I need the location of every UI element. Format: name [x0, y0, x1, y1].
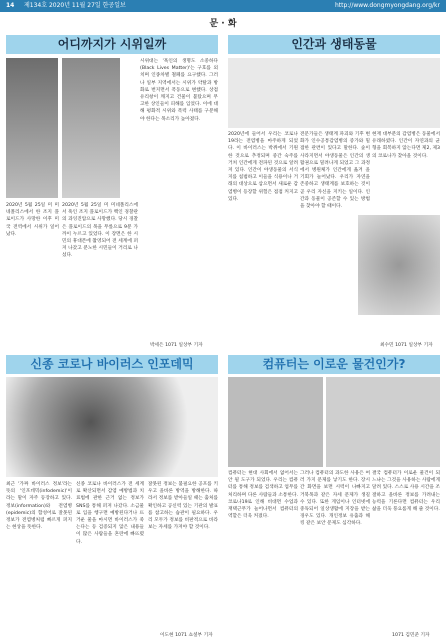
article-headline: 어디까지가 시위일까	[6, 35, 218, 54]
article-headline: 인간과 생태동물	[228, 35, 440, 54]
issue-info: 제134호 2020년 11월 27일 한공일보	[24, 2, 126, 9]
byline: 1071 김민준 기자	[392, 633, 430, 638]
site-url[interactable]: http://www.dongmyongdang.org/kr	[334, 2, 440, 9]
photo-caption: 2020년 5월 25일 미 미네폴리스에서 한 조지 플로이드가 사망한 이후 미국 전역에서 시위가 일어났다.	[6, 203, 59, 237]
article-body: 최근 '가짜 바이러스 정보'라는 뜻의 '인포데믹(infodemic)'이라는 말이 자주 등장하고 있다. 정보(information)와 전염병(epidemic)의 합성어로 잘못된 정보가 전염병처럼 빠르게 퍼지는 현상을 뜻한다.	[6, 482, 72, 531]
page-header-bar	[0, 0, 446, 12]
article-body: 2020년에 들어서 우리는 코로나19라는 전염병을 마주하게 되었다. 이 바이러스는 박쥐에서 기원한 것으로 추정되며 중간 숙주를 거쳐 인간에게 전파된 것으로 알려져 있다. 인간이 야생동물의 서식지를 침범하고 이들을 식용이나 거래의 대상으로 삼으면서 새로운 감염병이 등장할 위험은 점점 커지고 있다.	[228, 132, 298, 202]
article-body: 컴퓨터는 현대 사회에서 없어서는 안 될 도구가 되었다. 우리는 컴퓨터를 통해 정보를 검색하고 업무를 처리하며 다른 사람들과 소통한다. 코로나19로 인해 비대면 수업과 재택근무가 늘어나면서 컴퓨터의 역할은 더욱 커졌다.	[228, 471, 298, 520]
article-photo	[228, 377, 323, 467]
article-body: 그러나 컴퓨터의 과도한 사용은 여러 가지 문제를 낳기도 한다. 장시간 화면을 보면 시력이 나빠지고 거북목과 같은 자세 문제가 생길 수 있다. 또한 게임이나 인터넷에 중독되어 일상생활에 지장을 받는 경우도 있다. 개인정보 유출과 해킹 같은 보안 문제도 심각하다.	[300, 471, 370, 527]
byline: 이도현 1071 쇼셜부 기자	[160, 633, 213, 638]
article-body: 결국 컴퓨터가 이로운 물건이 되느냐는 그것을 사용하는 사람에게 달려 있다. 스스로 사용 시간을 조절하고 올바른 정보를 가려내는 능력을 기른다면 컴퓨터는 우리 삶을 더욱 풍요롭게 해 줄 것이다.	[372, 471, 440, 513]
byline: 박세은 1071 일상부 기자	[150, 343, 203, 348]
article-photo	[62, 58, 120, 198]
virus-photo	[6, 377, 218, 477]
article-photo	[228, 58, 440, 128]
page-number: 14	[6, 2, 15, 9]
virus-image	[358, 215, 440, 315]
article-body: 현재 대부분의 감염병은 동물에서 유래하였다. 인간이 자연과의 균형을 회복하지 않는다면 제2, 제3의 코로나가 찾아올 것이다.	[372, 132, 440, 159]
article-body: 전문가들은 생태계 파괴와 기후 변화가 인수공통감염병의 증가와 밀접한 관련이 있다고 말한다. 숲이 사라지면서 야생동물은 인간의 생활권으로 밀려나게 되었고 그 과정에서 병원체가 인간에게 옮겨 올 기회가 늘어났다. 우리가 자연을 존중하고 생태계를 보호하는 것이 곧 우리 자신을 지키는 일이다. 인간과 동물이 공존할 수 있는 방법을 찾아야 할 때이다.	[300, 132, 370, 210]
article-body: 신종 코로나 바이러스가 전 세계로 확산되면서 감염 예방법과 치료법에 관한 근거 없는 정보가 SNS를 통해 퍼져 나갔다. 소금물로 입을 헹구면 예방된다거나 뜨거운 물을 마시면 바이러스가 죽는다는 등 검증되지 않은 내용들이 많은 사람들을 혼란에 빠뜨렸다.	[76, 482, 144, 545]
section-title: 문 · 화	[209, 19, 237, 29]
article-headline: 신종 코로나 바이러스 인포데믹	[6, 355, 218, 374]
article-body: 시위대는 '흑인의 생명도 소중하다(Black Lives Matter)'는 구호를 외치며 인종차별 철폐를 요구했다. 그러나 일부 지역에서는 시위가 약탈과 방화로 번지면서 폭동으로 변했다. 상점 유리창이 깨지고 건물이 불탔으며 무고한 상인들이 피해를 입었다. 이에 대해 평화적 시위와 폭력 사태를 구분해야 한다는 목소리가 높아졌다.	[140, 59, 218, 122]
article-body: 2020년 5월 25일 미 미네폴리스에서 흑인 조지 플로이드가 백인 경찰관의 과잉진압으로 사망했다. 당시 경찰은 플로이드의 목을 무릎으로 9분 가까이 누르고 있었다. 이 장면은 한 시민의 휴대폰에 촬영되어 전 세계에 퍼져 나갔고 분노한 시민들이 거리로 나섰다.	[62, 203, 138, 259]
byline: 최수민 1071 일상부 기자	[380, 343, 433, 348]
article-body: 잘못된 정보는 불필요한 공포를 키우고 올바른 방역을 방해한다. 따라서 정보를 받아들일 때는 출처를 확인하고 공신력 있는 기관의 발표를 참고하는 습관이 필요하다. 우리 모두가 정보를 비판적으로 바라보는 자세를 가져야 할 것이다.	[148, 482, 218, 531]
article-photo	[326, 377, 440, 467]
article-headline: 컴퓨터는 이로운 물건인가?	[228, 355, 440, 374]
article-photo	[6, 58, 58, 198]
